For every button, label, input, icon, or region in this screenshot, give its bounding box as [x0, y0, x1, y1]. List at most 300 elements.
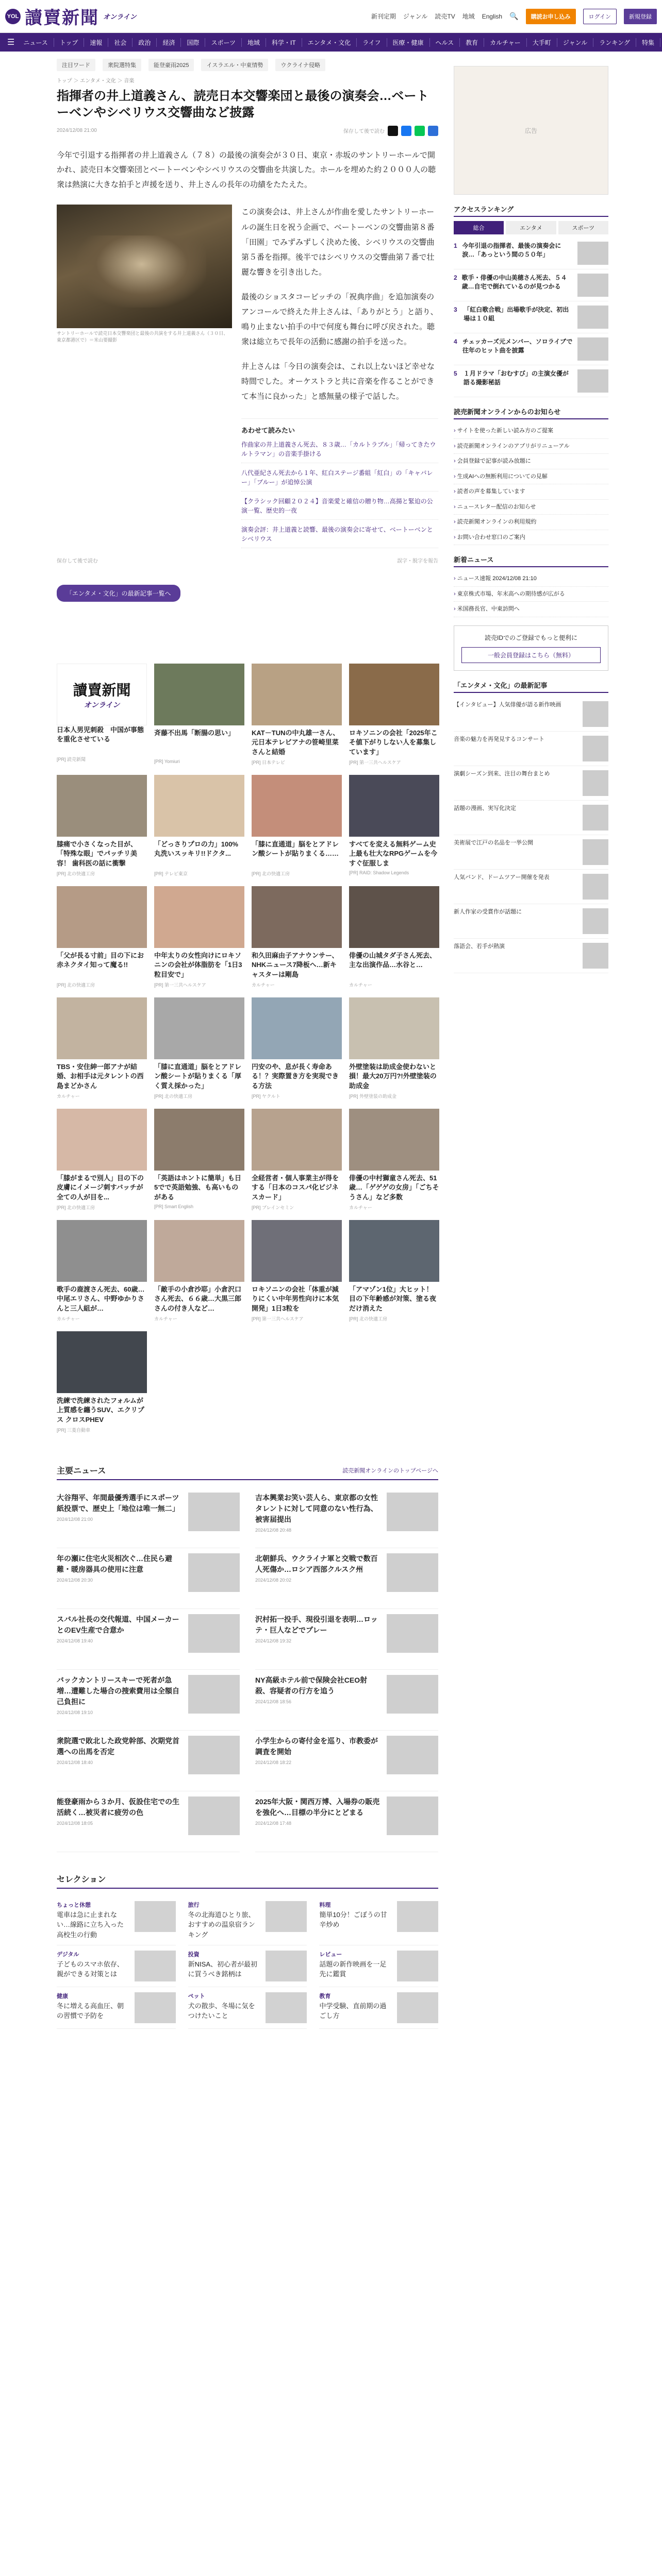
- register-free-button[interactable]: 一般会員登録はこちら（無料）: [461, 647, 601, 663]
- ad-thumb: [154, 664, 244, 725]
- ad-source: カルチャー: [57, 1316, 80, 1322]
- entertainment-item-title: 音楽の魅力を再発見するコンサート: [454, 736, 544, 742]
- register-button[interactable]: 新規登録: [624, 9, 657, 24]
- ad-card[interactable]: [349, 1220, 439, 1322]
- entertainment-item[interactable]: [454, 801, 608, 835]
- entertainment-item[interactable]: [454, 904, 608, 939]
- ranking-item[interactable]: [454, 365, 608, 397]
- ad-source: [PR] 第一三共ヘルスケア: [252, 1316, 304, 1322]
- selection-thumb: [266, 1901, 307, 1932]
- top-news-header: [57, 1464, 438, 1480]
- ad-card[interactable]: [252, 664, 342, 766]
- related-link[interactable]: 演奏会評：井上道義と読響、最後の演奏会に寄せて、ベートーベンとシベリウス: [241, 525, 438, 548]
- new-news-title: 新着ニュース: [454, 554, 608, 567]
- global-nav: [0, 33, 662, 52]
- news-item[interactable]: [57, 1670, 240, 1731]
- news-date: 2024/12/08 19:10: [57, 1710, 93, 1716]
- ad-card[interactable]: [349, 1109, 439, 1211]
- ad-card[interactable]: [154, 664, 244, 766]
- selection-item[interactable]: [188, 1987, 307, 2029]
- selection-category: 教育: [319, 1993, 331, 2000]
- ad-card[interactable]: [57, 1331, 147, 1433]
- related-link[interactable]: 作曲家の井上道義さん死去、８３歳…「カルトラブル」「帰ってきたウルトラマン」の音楽手掛ける: [241, 440, 438, 463]
- ad-thumb: [154, 1220, 244, 1282]
- entertainment-item-title: 話題の漫画、実写化決定: [454, 805, 516, 811]
- news-item[interactable]: [255, 1791, 438, 1852]
- header-link-0[interactable]: 新刊定期: [371, 13, 396, 20]
- news-title: 2025年大阪・関西万博、入場券の販売を強化へ…目標の半分にとどまる: [255, 1798, 380, 1817]
- entertainment-thumb: [583, 701, 608, 727]
- ad-card[interactable]: [349, 886, 439, 988]
- new-news-link[interactable]: › 東京株式市場、年末高への期待感が広がる: [454, 587, 608, 602]
- selection-item-title: 犬の散歩、冬場に気をつけたいこと: [188, 2002, 255, 2020]
- rank-thumb: [577, 242, 608, 265]
- article-figure: [57, 205, 232, 413]
- news-item[interactable]: [255, 1609, 438, 1670]
- article-text: [241, 205, 438, 413]
- service-link[interactable]: › 生成AIへの無断利用についての見解: [454, 469, 608, 485]
- site-logo[interactable]: [5, 4, 137, 29]
- header-link-4[interactable]: English: [482, 12, 503, 20]
- entertainment-thumb: [583, 943, 608, 969]
- selection-item[interactable]: [319, 1945, 438, 1987]
- ad-thumb: [349, 664, 439, 725]
- rank-title: １月ドラマ「おむすび」の主演女優が語る撮影秘話: [463, 370, 569, 386]
- selection-title: セレクション: [57, 1875, 106, 1885]
- search-icon[interactable]: 🔍: [509, 12, 519, 20]
- breadcrumb[interactable]: トップ ＞ エンタメ・文化 ＞ 音楽: [57, 78, 135, 84]
- article-lead: 今年で引退する指揮者の井上道義さん（７８）の最後の演奏会が３０日、東京・赤坂のサントリーホールで開かれ、読売日本交響楽団とベートーベンやシベリウスの交響曲を共演した。ホールを埋めた約２０００人の聴衆は熱演に大きな拍手と声援を送り、井上さんの長年の功績をたたえた。: [57, 150, 436, 189]
- nav-item[interactable]: 大手町: [527, 38, 557, 47]
- ad-thumb: [57, 886, 147, 948]
- ad-card[interactable]: [252, 886, 342, 988]
- entertainment-thumb: [583, 805, 608, 831]
- selection-item[interactable]: [57, 1945, 176, 1987]
- ad-title: 全経営者・個人事業主が得をする「日本のコスパ化ビジネスカード」: [252, 1174, 339, 1201]
- ad-card[interactable]: [154, 1109, 244, 1211]
- news-title: 北朝鮮兵、ウクライナ軍と交戦で数百人死傷か…ロシア西部クルスク州: [255, 1554, 378, 1574]
- login-button[interactable]: ログイン: [583, 9, 617, 24]
- entertainment-thumb: [583, 874, 608, 900]
- ad-title: 俳優の山城タダ子さん死去、主な出演作品…水谷と…: [349, 952, 437, 969]
- ad-card[interactable]: [57, 664, 147, 766]
- ad-thumb: [57, 1331, 147, 1393]
- service-link[interactable]: › お問い合わせ窓口のご案内: [454, 530, 608, 546]
- ranking-title: アクセスランキング: [454, 204, 608, 217]
- news-title: 衆院選で敗北した政党幹部、次期党首選への出馬を否定: [57, 1737, 179, 1756]
- ad-source: [PR] 北の快適工房: [57, 1205, 95, 1211]
- entertainment-latest-title: 「エンタメ・文化」の最新記事: [454, 680, 608, 693]
- x-share-icon[interactable]: [388, 126, 398, 136]
- save-later-link[interactable]: 保存して後で読む: [57, 558, 98, 565]
- nav-item[interactable]: 特集: [636, 38, 660, 47]
- article-date: 2024/12/08 21:00: [57, 128, 97, 134]
- header-link-3[interactable]: 地域: [462, 13, 475, 20]
- news-date: 2024/12/08 20:30: [57, 1578, 93, 1583]
- service-link[interactable]: › ニュースレター配信のお知らせ: [454, 500, 608, 515]
- ad-card[interactable]: [252, 775, 342, 877]
- ad-source: [PR] 北の快適工房: [57, 982, 95, 988]
- news-title: 沢村拓一投手、現役引退を表明…ロッテ・巨人などでプレー: [255, 1615, 378, 1635]
- selection-thumb: [266, 1992, 307, 2023]
- ad-thumb: [349, 1220, 439, 1282]
- news-thumb: [188, 1675, 240, 1714]
- news-thumb: [387, 1797, 438, 1835]
- ranking-item[interactable]: [454, 301, 608, 333]
- news-date: 2024/12/08 21:00: [57, 1517, 93, 1522]
- ranking-item[interactable]: [454, 238, 608, 269]
- news-item[interactable]: [57, 1609, 240, 1670]
- ad-card[interactable]: [252, 1109, 342, 1211]
- service-link[interactable]: › 読売新聞オンラインのアプリがリニューアル: [454, 439, 608, 454]
- ad-source: [PR] RAID: Shadow Legends: [349, 870, 409, 876]
- news-item[interactable]: [255, 1731, 438, 1791]
- nav-item[interactable]: ジャンル: [557, 38, 593, 47]
- tag-link[interactable]: イスラエル・中東情勢: [201, 59, 268, 71]
- selection-category: 投資: [188, 1952, 200, 1958]
- selection-item[interactable]: [57, 1987, 176, 2029]
- ad-thumb: [252, 664, 342, 725]
- selection-thumb: [135, 1951, 176, 1981]
- ad-title: 「敵手の小倉沙耶」小倉沢口さん死去、６６歳…大黒三郎さんの付き人など…: [154, 1285, 242, 1312]
- ad-thumb: [252, 886, 342, 948]
- entertainment-item-title: 新人作家の受賞作が話題に: [454, 908, 522, 915]
- selection-category: 健康: [57, 1993, 68, 2000]
- more-entertainment-button[interactable]: 「エンタメ・文化」の最新記事一覧へ: [57, 585, 180, 602]
- ad-thumb: [252, 1109, 342, 1171]
- ranking-tab[interactable]: エンタメ: [506, 221, 556, 234]
- ad-card[interactable]: [57, 997, 147, 1099]
- ad-thumb: [154, 886, 244, 948]
- news-title: 吉本興業お笑い芸人ら、東京都の女性タレントに対して同意のない性行為、被害届提出: [255, 1494, 378, 1524]
- nav-item[interactable]: 科学・IT: [266, 38, 302, 47]
- top-header: [0, 0, 662, 33]
- line-share-icon[interactable]: [415, 126, 425, 136]
- news-date: 2024/12/08 18:40: [57, 1760, 93, 1766]
- rank-number: 1: [454, 242, 457, 249]
- selection-item[interactable]: [57, 1896, 176, 1945]
- article-title: 指揮者の井上道義さん、読売日本交響楽団と最後の演奏会…ベートーベンやシベリウス交響曲など披露: [57, 89, 429, 120]
- news-item[interactable]: [57, 1731, 240, 1791]
- article-footer: [57, 556, 438, 564]
- nav-item[interactable]: 社会: [108, 38, 133, 47]
- selection-thumb: [135, 1992, 176, 2023]
- ad-card[interactable]: [57, 1220, 147, 1322]
- ad-source: [PR] テレビ東京: [154, 871, 188, 877]
- rank-thumb: [577, 306, 608, 329]
- nav-item[interactable]: トップ: [54, 38, 85, 47]
- selection-item[interactable]: [319, 1987, 438, 2029]
- ad-source: カルチャー: [349, 982, 372, 988]
- news-item[interactable]: [57, 1791, 240, 1852]
- news-title: NY高級ホテル前で保険会社CEO射殺、容疑者の行方を追う: [255, 1676, 368, 1696]
- rank-thumb: [577, 274, 608, 297]
- ad-card[interactable]: [57, 886, 147, 988]
- ranking-tab[interactable]: 総合: [454, 221, 504, 234]
- news-title: 能登豪雨から３か月、仮設住宅での生活続く…被災者に疲労の色: [57, 1798, 179, 1817]
- service-title: 読売新聞オンラインからのお知らせ: [454, 406, 608, 419]
- ad-source: [PR] 三菱自動車: [57, 1428, 91, 1433]
- nav-item[interactable]: 教育: [460, 38, 484, 47]
- selection-category: デジタル: [57, 1952, 79, 1958]
- ad-source: [PR] Yomiuri: [154, 759, 180, 765]
- news-date: 2024/12/08 20:02: [255, 1578, 292, 1583]
- related-link[interactable]: 八代亜紀さん死去から１年、紅白ステージ番組「紅白」の「キャバレー」「ブルー」が追悼公演: [241, 468, 438, 492]
- article-paragraph: 最後のショスタコービッチの「祝典序曲」を追加演奏のアンコールで終えた井上さんは、「ありがとう」と語り、鳴り止まない拍手の中で何度も舞台に呼び戻された。聴衆は総立ちで長年の活動に感謝の拍手を送った。: [241, 292, 438, 347]
- ad-card[interactable]: [349, 664, 439, 766]
- bookmark-label[interactable]: 保存して後で読む: [343, 129, 385, 135]
- ad-card[interactable]: [252, 997, 342, 1099]
- news-thumb: [188, 1736, 240, 1774]
- hatena-share-icon[interactable]: [428, 126, 438, 136]
- news-title: 年の瀬に住宅火災相次ぐ…住民ら避難・暖房器具の使用に注意: [57, 1554, 172, 1574]
- ad-source: [PR] ブレインセミン: [252, 1205, 294, 1211]
- ad-card[interactable]: [154, 997, 244, 1099]
- ad-thumb: [57, 997, 147, 1059]
- rank-number: 5: [454, 370, 457, 377]
- photo-caption: サントリーホールで読売日本交響楽団と最後の共演をする井上道義さん（３０日、東京都港区で）＝米山要撮影: [57, 331, 228, 343]
- selection-item[interactable]: [319, 1896, 438, 1945]
- ad-source: [PR] 北の快適工房: [154, 1094, 193, 1099]
- news-title: 小学生からの寄付金を巡り、市教委が調査を開始: [255, 1737, 378, 1756]
- ad-title: 「膝がまるで別人」目の下の皮膚にイメージ刺すバッチが全ての人が目を...: [57, 1174, 144, 1201]
- news-date: 2024/12/08 19:40: [57, 1638, 93, 1644]
- related-title: あわせて読みたい: [241, 427, 295, 435]
- ad-source: [PR] 日本テレビ: [252, 760, 285, 766]
- entertainment-item[interactable]: [454, 835, 608, 870]
- ad-card[interactable]: [154, 1220, 244, 1322]
- header-links: [371, 9, 657, 24]
- header-link-2[interactable]: 読売TV: [435, 13, 455, 20]
- tag-link[interactable]: 能登豪雨2025: [148, 59, 194, 71]
- ad-source: [PR] ヤクルト: [252, 1094, 280, 1099]
- service-link[interactable]: › 会員登録で記事が読み放題に: [454, 454, 608, 469]
- logo-sub: オンライン: [103, 13, 137, 21]
- entertainment-item-title: 美術展で江戸の名品を一挙公開: [454, 839, 533, 846]
- ad-thumb: [349, 1109, 439, 1171]
- nav-item[interactable]: ニュース: [18, 38, 54, 47]
- ad-thumb: [252, 997, 342, 1059]
- subscribe-button[interactable]: 購読お申し込み: [526, 9, 576, 24]
- selection-item[interactable]: [188, 1945, 307, 1987]
- article-paragraph: 井上さんは「今日の演奏会は、これ以上ないほど幸せな時間でした。オーケストラと共に音楽を作ることができて本当に良かった」と感無量の様子で話した。: [241, 362, 435, 401]
- rank-number: 4: [454, 338, 457, 345]
- nav-item[interactable]: 速報: [84, 38, 108, 47]
- rank-thumb: [577, 369, 608, 393]
- nav-item[interactable]: ライフ: [357, 38, 387, 47]
- ad-card[interactable]: [349, 997, 439, 1099]
- news-item[interactable]: [57, 1548, 240, 1609]
- selection-item-title: 冬に増える高血圧、朝の習慣で予防を: [57, 2002, 124, 2020]
- article-photo[interactable]: [57, 205, 232, 328]
- entertainment-item-title: 演劇シーズン到来、注目の舞台まとめ: [454, 770, 550, 777]
- ad-card[interactable]: [154, 886, 244, 988]
- ad-title: 俳優の中村獅童さん死去、51歳…「ゲゲゲの女房」「ごちそうさん」など多数: [349, 1174, 439, 1201]
- selection-grid: [57, 1896, 438, 2029]
- entertainment-item[interactable]: [454, 939, 608, 973]
- header-link-1[interactable]: ジャンル: [403, 13, 428, 20]
- service-link[interactable]: › サイトを使った新しい読み方のご提案: [454, 423, 608, 439]
- ad-source: [PR] 北の快適工房: [57, 871, 95, 877]
- nav-item[interactable]: 医療・健康: [387, 38, 430, 47]
- ad-thumb: [57, 1109, 147, 1171]
- selection-item-title: 話題の新作映画を一足先に鑑賞: [319, 1960, 387, 1978]
- entertainment-item[interactable]: [454, 697, 608, 732]
- news-thumb: [387, 1493, 438, 1531]
- new-news-list: [454, 571, 608, 617]
- ad-card[interactable]: [154, 775, 244, 877]
- sidebar: [454, 52, 608, 973]
- rank-number: 3: [454, 306, 457, 313]
- nav-item[interactable]: 国際: [181, 38, 205, 47]
- news-title: スバル社長の交代報道、中国メーカーとのEV生産で合意か: [57, 1615, 179, 1635]
- entertainment-item[interactable]: [454, 870, 608, 904]
- ad-title: すべてを変える無料ゲーム史上最も壮大なRPGゲームを今すぐ征服しま: [349, 840, 438, 867]
- news-thumb: [387, 1553, 438, 1592]
- news-thumb: [387, 1675, 438, 1714]
- service-link[interactable]: › 読売新聞オンラインの利用規約: [454, 515, 608, 530]
- news-title: バックカントリースキーで死者が急増…遭難した場合の捜索費用は全額自己負担に: [57, 1676, 179, 1706]
- ad-title: 「父が長る寸前」目の下にお赤ネクタイ知って魔る!!: [57, 952, 144, 969]
- nav-item[interactable]: カルチャー: [484, 38, 527, 47]
- tag-link[interactable]: ウクライナ侵略: [275, 59, 325, 71]
- ad-source: [PR] 読売新聞: [57, 757, 86, 762]
- nav-item[interactable]: ランキング: [593, 38, 636, 47]
- new-news-link[interactable]: › 米国務長官、中東訪問へ: [454, 602, 608, 617]
- tag-link[interactable]: 衆院選特集: [103, 59, 141, 71]
- related-link[interactable]: 【クラシック回顧２０２４】音楽愛と確信の贈り物…高揚と緊迫の公演一覧、歴史的一夜: [241, 497, 438, 520]
- service-link[interactable]: › 読者の声を募集しています: [454, 484, 608, 500]
- logo-text: 讀賣新聞: [25, 8, 99, 28]
- nav-item[interactable]: エンタメ・文化: [302, 38, 357, 47]
- ad-thumb: [349, 886, 439, 948]
- ad-source: カルチャー: [57, 1094, 80, 1099]
- share-bar: [343, 126, 438, 136]
- yomiuri-logo-text: 讀賣新聞: [73, 682, 131, 699]
- news-thumb: [188, 1553, 240, 1592]
- rank-title: 今年引退の指揮者、最後の演奏会に涙…「あっという間の５０年」: [462, 242, 561, 259]
- logo-badge: YOL: [5, 9, 21, 24]
- entertainment-thumb: [583, 839, 608, 865]
- article-paragraph: この演奏会は、井上さんが作曲を愛したサントリーホールの誕生日を祝う企画で、ベートーベンの交響曲第８番「田園」でみずみずしく決めた後、シベリウスの交響曲第５番を指揮。後半ではシベリウスの交響曲第７番で壮麗な響きを引き出した。: [241, 208, 435, 277]
- menu-icon[interactable]: ☰: [7, 38, 15, 47]
- yomiuri-logo-sub: オンライン: [84, 701, 120, 710]
- main-column: [57, 52, 438, 2029]
- ranking-item[interactable]: [454, 269, 608, 301]
- ad-title: 「膝に直通道」脳をとアドレン酸シートが貼りまくる……: [252, 840, 339, 858]
- service-list: [454, 423, 608, 545]
- selection-thumb: [397, 1992, 438, 2023]
- nav-item[interactable]: 地域: [242, 38, 266, 47]
- entertainment-item[interactable]: [454, 732, 608, 766]
- facebook-share-icon[interactable]: [401, 126, 411, 136]
- nav-item[interactable]: ヘルス: [430, 38, 460, 47]
- news-item[interactable]: [255, 1487, 438, 1548]
- ranking-tabs: [454, 221, 608, 234]
- entertainment-item-title: 落語会、若手が熱演: [454, 943, 505, 950]
- ad-title: 膝痛で小さくなった目が、「特殊な眼」でパッチリ美容！ 歯科医の話に衝撃: [57, 840, 138, 867]
- ad-card[interactable]: [57, 775, 147, 877]
- selection-category: ペット: [188, 1993, 205, 2000]
- selection-thumb: [397, 1951, 438, 1981]
- rank-number: 2: [454, 274, 457, 281]
- ad-card[interactable]: [57, 1109, 147, 1211]
- ad-thumb: [154, 775, 244, 837]
- ad-thumb: [252, 775, 342, 837]
- news-item[interactable]: [57, 1487, 240, 1548]
- ad-card[interactable]: [349, 775, 439, 877]
- ad-source: [PR] 外壁塗装の助成金: [349, 1094, 397, 1099]
- entertainment-thumb: [583, 736, 608, 761]
- news-date: 2024/12/08 18:22: [255, 1760, 292, 1766]
- selection-item-title: 簡単10分！ごぼうの甘辛炒め: [319, 1910, 387, 1929]
- ad-title: 斉藤不出馬「断腸の思い」: [154, 729, 235, 737]
- report-typo-link[interactable]: 誤字・脱字を報告: [397, 558, 438, 565]
- rank-title: チェッカーズ元メンバー、ソロライブで往年のヒット曲を披露: [462, 338, 573, 354]
- ad-source: [PR] 第一三共ヘルスケア: [154, 982, 206, 988]
- selection-category: 料理: [319, 1902, 331, 1909]
- nav-item[interactable]: 経済: [157, 38, 181, 47]
- selection-item-title: 電車は急に止まれない…線路に立ち入った高校生の行動: [57, 1910, 124, 1939]
- rank-title: 「紅白歌合戦」出場歌手が決定、初出場は１０組: [464, 306, 569, 323]
- new-news-link[interactable]: › ニュース速報 2024/12/08 21:10: [454, 571, 608, 587]
- ad-thumb: [154, 997, 244, 1059]
- sidebar-ad[interactable]: [454, 66, 608, 195]
- ad-title: 「英語はホントに簡単」も日5でで英語勉強、も高いものがある: [154, 1174, 242, 1201]
- selection-category: ちょっと休憩: [57, 1902, 91, 1909]
- nav-item[interactable]: スポーツ: [205, 38, 242, 47]
- ad-title: ロキソニンの会社「体重が減りにくい中年男性向けに本気開発」1日3粒を: [252, 1285, 339, 1312]
- ad-label: 広告: [524, 127, 537, 134]
- article-body: [57, 205, 438, 413]
- ad-title: TBS・安住紳一郎アナが結婚、お相手は元タレントの西島まどかさん: [57, 1063, 144, 1090]
- ad-title: 和久田麻由子アナウンサー、NHKニュース7降板へ…新キャスターは剛島: [252, 952, 339, 978]
- news-date: 2024/12/08 19:32: [255, 1638, 292, 1644]
- ad-title: KAT－TUNの中丸雄一さん、元日本テレビアナの笹崎里菜さんと結婚: [252, 729, 340, 756]
- selection-header: [57, 1873, 438, 1889]
- entertainment-item-title: 【インタビュー】人気俳優が語る新作映画: [454, 701, 561, 708]
- hot-tags: [57, 52, 438, 76]
- entertainment-item[interactable]: [454, 766, 608, 801]
- news-thumb: [387, 1736, 438, 1774]
- top-news-more-link[interactable]: 読売新聞オンラインのトップページへ: [342, 1467, 438, 1474]
- news-thumb: [188, 1493, 240, 1531]
- news-item[interactable]: [255, 1548, 438, 1609]
- related-articles: [241, 418, 438, 548]
- register-promo-text: 読売IDでのご登録でもっと便利に: [484, 634, 577, 641]
- news-thumb: [188, 1614, 240, 1653]
- ad-source: [PR] Smart English: [154, 1204, 194, 1210]
- news-thumb: [387, 1614, 438, 1653]
- selection-thumb: [397, 1901, 438, 1932]
- ranking-item[interactable]: [454, 333, 608, 365]
- rank-title: 歌手・俳優の中山美穂さん死去、５４歳…自宅で倒れているのが見つかる: [461, 274, 567, 291]
- news-date: 2024/12/08 20:48: [255, 1528, 292, 1533]
- ad-title: 「膝に直通道」脳をとアドレン酸シートが貼りまくる「厚く質え採かった」: [154, 1063, 242, 1090]
- ad-card[interactable]: [252, 1220, 342, 1322]
- ad-thumb: [154, 1109, 244, 1171]
- register-promo: [454, 625, 608, 671]
- news-item[interactable]: [255, 1670, 438, 1731]
- ad-thumb: [349, 997, 439, 1059]
- selection-item[interactable]: [188, 1896, 307, 1945]
- selection-section: [57, 1873, 438, 2029]
- news-title: 大谷翔平、年間最優秀選手にスポーツ紙投票で、歴史上「地位は唯一無二」: [57, 1494, 179, 1513]
- ad-title: 外壁塗装は助成金使わないと損！最大20万円?!外壁塗装の助成金: [349, 1063, 437, 1090]
- ranking-tab[interactable]: スポーツ: [558, 221, 608, 234]
- nav-item[interactable]: 政治: [133, 38, 157, 47]
- ad-title: 洗練で洗練されたフォルムが上質感を纏うSUV、エクリプス クロスPHEV: [57, 1397, 144, 1423]
